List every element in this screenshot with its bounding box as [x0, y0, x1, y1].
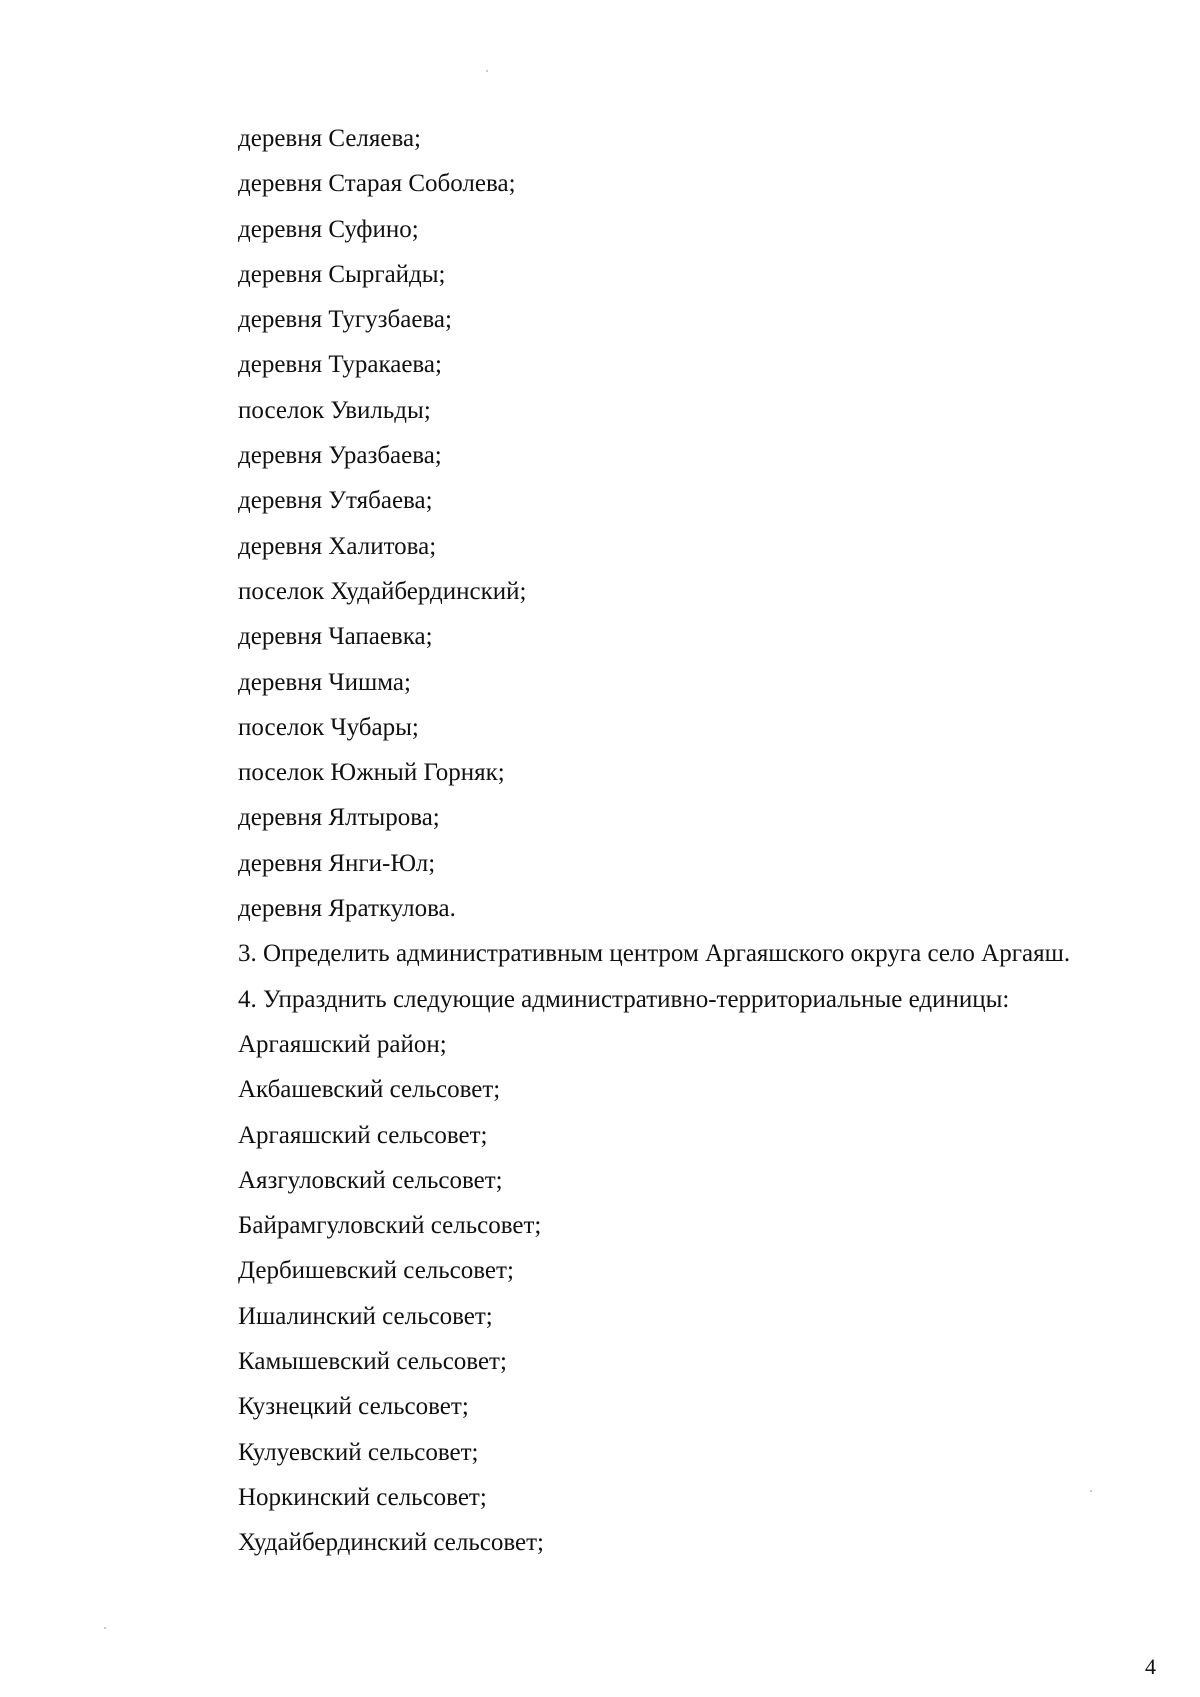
list-item: Норкинский сельсовет; [238, 1483, 487, 1511]
list-item: деревня Уразбаева; [238, 442, 442, 470]
list-item: поселок Увильды; [238, 396, 431, 424]
list-item: поселок Южный Горняк; [238, 759, 505, 787]
scan-speck [104, 1627, 106, 1629]
list-item: Худайбердинский сельсовет; [238, 1529, 544, 1557]
document-body [238, 116, 1138, 1566]
list-item: деревня Селяева; [238, 125, 422, 152]
list-item: деревня Ялтырова; [238, 804, 440, 832]
list-item: поселок Худайбердинский; [238, 577, 527, 605]
list-item: деревня Яраткулова. [238, 895, 456, 923]
list-item: Кулуевский сельсовет; [238, 1438, 479, 1466]
list-item: Аргаяшский район; [238, 1030, 447, 1058]
list-item: Акбашевский сельсовет; [238, 1076, 501, 1104]
list-item: Аязгуловский сельсовет; [238, 1166, 503, 1194]
list-item: Аргаяшский сельсовет; [238, 1121, 488, 1149]
paragraph-4: 4. Упразднить следующие административно-территориальные единицы: [238, 985, 1010, 1013]
list-item: поселок Чубары; [238, 713, 419, 741]
list-item: Ишалинский сельсовет; [238, 1302, 493, 1330]
list-item: Дербишевский сельсовет; [238, 1257, 514, 1285]
list-item: Камышевский сельсовет; [238, 1348, 507, 1376]
list-item: деревня Янги-Юл; [238, 849, 436, 877]
list-item: деревня Туракаева; [238, 351, 442, 379]
list-item: деревня Чапаевка; [238, 623, 433, 651]
list-item: деревня Тугузбаева; [238, 306, 452, 334]
list-item: деревня Утябаева; [238, 487, 433, 515]
list-item: деревня Суфино; [238, 215, 419, 243]
paragraph-3: 3. Определить административным центром Аргаяшского округа село Аргаяш. [238, 940, 1071, 968]
list-item: деревня Сыргайды; [238, 260, 446, 288]
scan-speck [486, 70, 488, 72]
list-item: Байрамгуловский сельсовет; [238, 1212, 542, 1240]
list-item: Кузнецкий сельсовет; [238, 1393, 469, 1421]
list-item: деревня Старая Соболева; [238, 170, 516, 198]
list-item: деревня Чишма; [238, 668, 411, 696]
list-item: деревня Халитова; [238, 532, 437, 560]
page-number: 4 [1145, 1654, 1156, 1679]
